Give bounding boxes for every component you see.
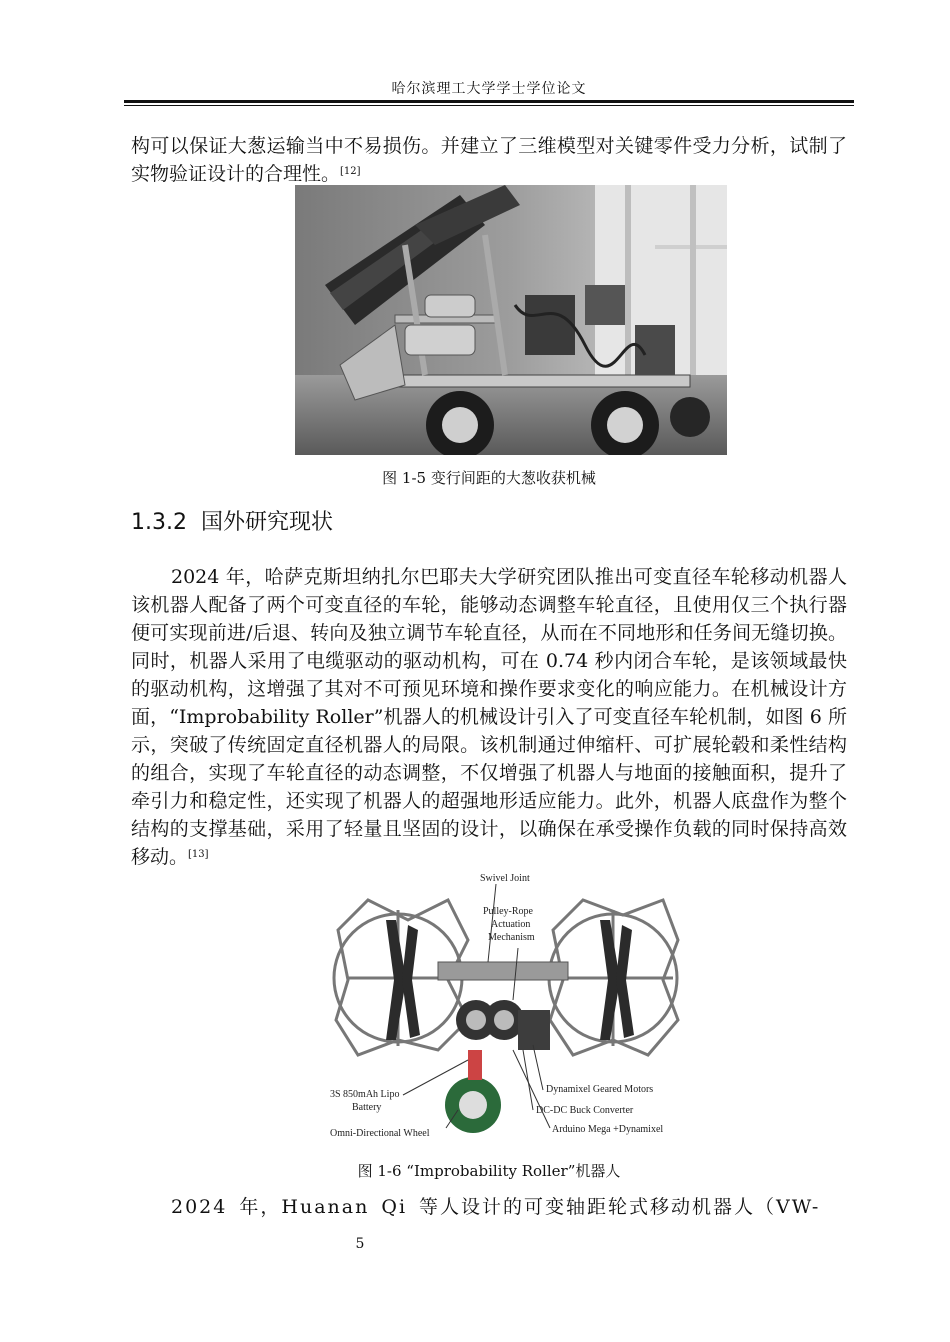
paragraph-2-text: 2024 年，哈萨克斯坦纳扎尔巴耶夫大学研究团队推出可变直径车轮移动机器人该机器人配备了两个可变直径的车轮，能够动态调整车轮直径，且使用仅三个执行器便可实现前进/后退、转向及独立调节车轮直径，从而在不同地形和任务间无缝切换。同时，机器人采用了电缆驱动的驱动机构，可在 0.74 秒内闭合车轮，是该领域最快的驱动机构，这增强了其对不可预见环境和操作要求变化的响应能力。在机械设计方面，“Improbability Roller”机器人的机械设计引入了可变直径车轮机制，如图 6 所示，突破了传统固定直径机器人的局限。该机制通过伸缩杆、可扩展轮毂和柔性结构的组合，实现了车轮直径的动态调整，不仅增强了机器人与地面的接触面积，提升了牵引力和稳定性，还实现了机器人的超强地形适应能力。此外，机器人底盘作为整个结构的支撑基础，采用了轻量且坚固的设计，以确保在承受操作负载的同时保持高效移动。 [131,566,847,868]
label-swivel-joint: Swivel Joint [480,873,530,884]
roller-diagram [328,870,682,1142]
header-rule-thin [124,105,854,106]
section-title: 国外研究现状 [200,510,333,535]
label-pulley-2: Actuation [491,919,531,930]
paragraph-2 [131,563,847,871]
label-dcdc-converter: DC-DC Buck Converter [536,1105,634,1116]
label-battery-1: 3S 850mAh Lipo [330,1089,400,1100]
label-arduino: Arduino Mega +Dynamixel [552,1124,664,1135]
section-heading [131,505,333,536]
citation-13: [13] [188,849,209,860]
citation-12: [12] [340,166,361,177]
paragraph-1 [131,132,847,188]
running-header: 哈尔滨理工大学学士学位论文 [391,81,587,97]
label-battery-2: Battery [352,1102,382,1113]
label-pulley-1: Pulley-Rope [483,906,533,917]
header-rule-thick [124,100,854,103]
figure-1-6-caption: 图 1-6 “Improbability Roller”机器人 [357,1162,621,1180]
section-number: 1.3.2 [131,510,187,535]
page-number: 5 [355,1236,365,1252]
harvester-illustration [295,185,727,455]
label-pulley-3: Mechanism [488,932,535,943]
figure-1-5-caption: 图 1-5 变行间距的大葱收获机械 [382,469,596,487]
paragraph-3 [131,1193,847,1221]
label-omni-wheel: Omni-Directional Wheel [330,1128,430,1139]
label-dynamixel-motors: Dynamixel Geared Motors [546,1084,654,1095]
figure-improbability-roller [328,870,682,1142]
figure-harvester-photo [295,185,727,455]
paragraph-3-text: 2024 年，Huanan Qi 等人设计的可变轴距轮式移动机器人（VW- [171,1196,821,1218]
paragraph-1-text: 构可以保证大葱运输当中不易损伤。并建立了三维模型对关键零件受力分析，试制了实物验证设计的合理性。 [131,135,847,185]
